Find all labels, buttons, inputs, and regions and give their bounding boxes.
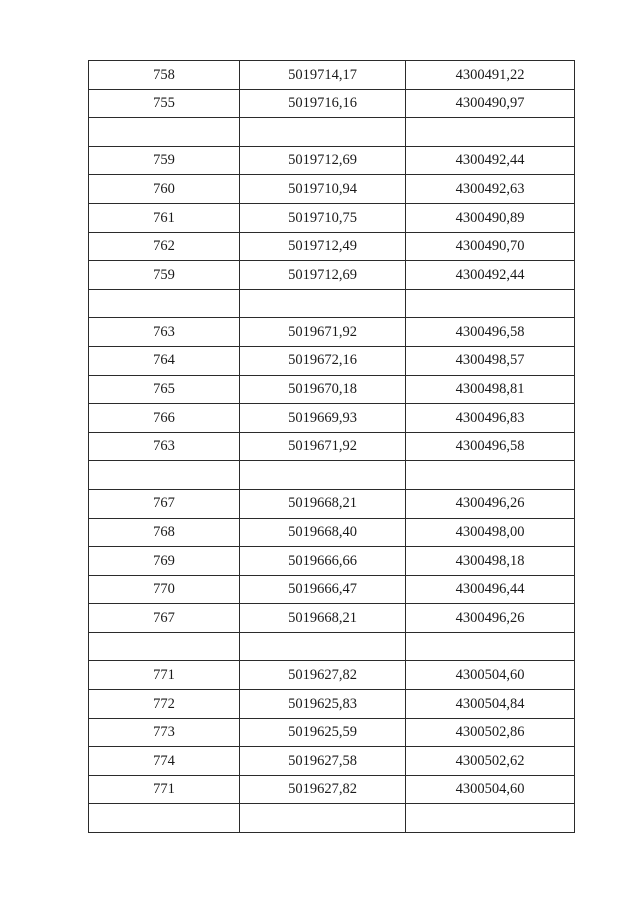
table-row bbox=[89, 461, 575, 490]
point-number-cell bbox=[89, 461, 240, 490]
table-row bbox=[89, 575, 575, 604]
x-coordinate-cell: 5019668,21 bbox=[240, 489, 406, 518]
y-coordinate-cell: 4300498,00 bbox=[406, 518, 575, 547]
table-row bbox=[89, 547, 575, 576]
y-coordinate-cell: 4300496,26 bbox=[406, 489, 575, 518]
y-coordinate-cell: 4300502,62 bbox=[406, 747, 575, 776]
x-coordinate-cell: 5019712,69 bbox=[240, 146, 406, 175]
x-coordinate-cell bbox=[240, 289, 406, 318]
point-number-cell: 767 bbox=[89, 604, 240, 633]
point-number-cell: 755 bbox=[89, 89, 240, 118]
y-coordinate-cell: 4300496,26 bbox=[406, 604, 575, 633]
x-coordinate-cell: 5019625,59 bbox=[240, 718, 406, 747]
y-coordinate-cell: 4300496,83 bbox=[406, 404, 575, 433]
point-number-cell: 771 bbox=[89, 661, 240, 690]
y-coordinate-cell: 4300490,70 bbox=[406, 232, 575, 261]
coordinates-table bbox=[88, 60, 575, 833]
table-row bbox=[89, 661, 575, 690]
y-coordinate-cell bbox=[406, 804, 575, 833]
table-row bbox=[89, 61, 575, 90]
y-coordinate-cell bbox=[406, 118, 575, 147]
x-coordinate-cell: 5019710,94 bbox=[240, 175, 406, 204]
x-coordinate-cell: 5019627,82 bbox=[240, 775, 406, 804]
coordinates-table-body bbox=[89, 61, 575, 833]
y-coordinate-cell: 4300504,60 bbox=[406, 661, 575, 690]
y-coordinate-cell: 4300490,89 bbox=[406, 203, 575, 232]
x-coordinate-cell: 5019714,17 bbox=[240, 61, 406, 90]
y-coordinate-cell: 4300496,44 bbox=[406, 575, 575, 604]
y-coordinate-cell bbox=[406, 461, 575, 490]
point-number-cell: 759 bbox=[89, 261, 240, 290]
point-number-cell: 769 bbox=[89, 547, 240, 576]
x-coordinate-cell bbox=[240, 118, 406, 147]
table-row bbox=[89, 89, 575, 118]
table-row bbox=[89, 318, 575, 347]
y-coordinate-cell: 4300504,84 bbox=[406, 690, 575, 719]
y-coordinate-cell: 4300498,81 bbox=[406, 375, 575, 404]
x-coordinate-cell: 5019666,47 bbox=[240, 575, 406, 604]
y-coordinate-cell: 4300496,58 bbox=[406, 318, 575, 347]
point-number-cell: 765 bbox=[89, 375, 240, 404]
point-number-cell bbox=[89, 804, 240, 833]
point-number-cell: 759 bbox=[89, 146, 240, 175]
x-coordinate-cell: 5019627,58 bbox=[240, 747, 406, 776]
y-coordinate-cell bbox=[406, 289, 575, 318]
table-row bbox=[89, 432, 575, 461]
y-coordinate-cell: 4300492,63 bbox=[406, 175, 575, 204]
table-row bbox=[89, 804, 575, 833]
point-number-cell: 773 bbox=[89, 718, 240, 747]
point-number-cell: 770 bbox=[89, 575, 240, 604]
x-coordinate-cell: 5019716,16 bbox=[240, 89, 406, 118]
point-number-cell: 771 bbox=[89, 775, 240, 804]
y-coordinate-cell bbox=[406, 632, 575, 661]
y-coordinate-cell: 4300496,58 bbox=[406, 432, 575, 461]
point-number-cell bbox=[89, 632, 240, 661]
x-coordinate-cell: 5019712,49 bbox=[240, 232, 406, 261]
table-row bbox=[89, 604, 575, 633]
x-coordinate-cell: 5019672,16 bbox=[240, 346, 406, 375]
point-number-cell bbox=[89, 289, 240, 318]
point-number-cell: 766 bbox=[89, 404, 240, 433]
point-number-cell: 760 bbox=[89, 175, 240, 204]
x-coordinate-cell bbox=[240, 461, 406, 490]
point-number-cell bbox=[89, 118, 240, 147]
x-coordinate-cell: 5019625,83 bbox=[240, 690, 406, 719]
x-coordinate-cell: 5019671,92 bbox=[240, 432, 406, 461]
x-coordinate-cell: 5019712,69 bbox=[240, 261, 406, 290]
table-row bbox=[89, 632, 575, 661]
x-coordinate-cell: 5019668,21 bbox=[240, 604, 406, 633]
point-number-cell: 763 bbox=[89, 432, 240, 461]
y-coordinate-cell: 4300504,60 bbox=[406, 775, 575, 804]
point-number-cell: 774 bbox=[89, 747, 240, 776]
table-row bbox=[89, 346, 575, 375]
y-coordinate-cell: 4300502,86 bbox=[406, 718, 575, 747]
table-row bbox=[89, 146, 575, 175]
x-coordinate-cell bbox=[240, 804, 406, 833]
point-number-cell: 763 bbox=[89, 318, 240, 347]
x-coordinate-cell: 5019666,66 bbox=[240, 547, 406, 576]
x-coordinate-cell: 5019669,93 bbox=[240, 404, 406, 433]
table-row bbox=[89, 289, 575, 318]
table-row bbox=[89, 203, 575, 232]
y-coordinate-cell: 4300492,44 bbox=[406, 146, 575, 175]
table-row bbox=[89, 175, 575, 204]
x-coordinate-cell: 5019627,82 bbox=[240, 661, 406, 690]
table-row bbox=[89, 404, 575, 433]
point-number-cell: 764 bbox=[89, 346, 240, 375]
table-row bbox=[89, 489, 575, 518]
x-coordinate-cell: 5019710,75 bbox=[240, 203, 406, 232]
table-row bbox=[89, 375, 575, 404]
x-coordinate-cell: 5019671,92 bbox=[240, 318, 406, 347]
y-coordinate-cell: 4300498,57 bbox=[406, 346, 575, 375]
point-number-cell: 762 bbox=[89, 232, 240, 261]
table-row bbox=[89, 718, 575, 747]
table-row bbox=[89, 690, 575, 719]
x-coordinate-cell: 5019670,18 bbox=[240, 375, 406, 404]
table-row bbox=[89, 261, 575, 290]
table-row bbox=[89, 518, 575, 547]
table-row bbox=[89, 232, 575, 261]
table-row bbox=[89, 747, 575, 776]
table-row bbox=[89, 775, 575, 804]
y-coordinate-cell: 4300492,44 bbox=[406, 261, 575, 290]
y-coordinate-cell: 4300491,22 bbox=[406, 61, 575, 90]
point-number-cell: 761 bbox=[89, 203, 240, 232]
y-coordinate-cell: 4300498,18 bbox=[406, 547, 575, 576]
point-number-cell: 768 bbox=[89, 518, 240, 547]
x-coordinate-cell: 5019668,40 bbox=[240, 518, 406, 547]
x-coordinate-cell bbox=[240, 632, 406, 661]
table-row bbox=[89, 118, 575, 147]
point-number-cell: 767 bbox=[89, 489, 240, 518]
point-number-cell: 772 bbox=[89, 690, 240, 719]
point-number-cell: 758 bbox=[89, 61, 240, 90]
y-coordinate-cell: 4300490,97 bbox=[406, 89, 575, 118]
